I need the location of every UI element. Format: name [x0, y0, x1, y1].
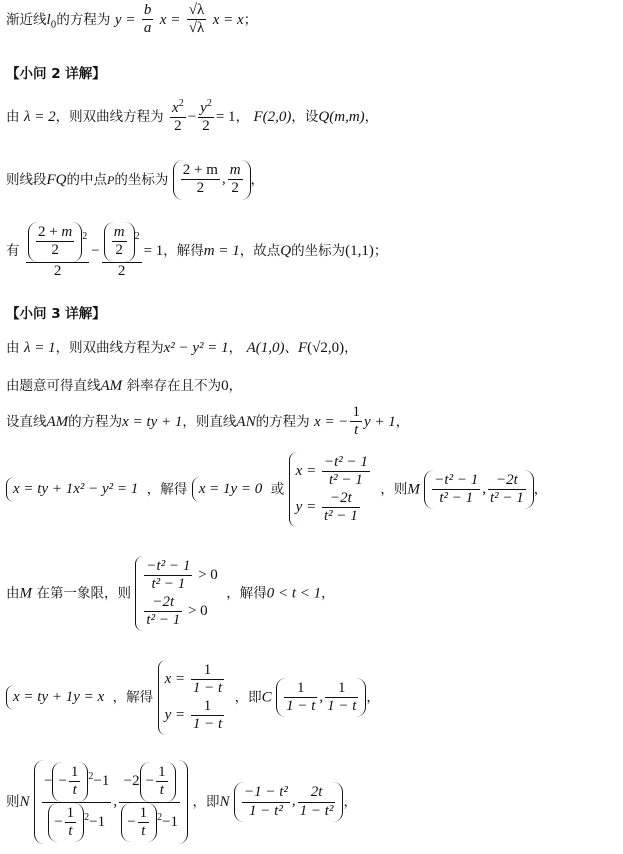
line-first-quadrant: 由M 在第一象限，则 $\frac{\text{−t² − 1}}{\text{t² − 1}}$ > 0 $\frac{-2t}{\text{t² − 1}}$ > 0 ，解得0 < t < 1， — [6, 556, 335, 631]
fraction-y2-over-2: $\frac{y^2}{2}$ — [200, 98, 212, 135]
system-am-hyperbola: x = ty + 1x² − y² = 1 — [6, 477, 142, 501]
fraction-x2-over-2: $\frac{x^2}{2}$ — [172, 98, 184, 135]
line-solve-m: 有 $\frac{2 + m}{2}$ $^2$ 2 − $\frac{m}{2}$ $^2$ 2 = 1，解得m = 1，故点Q的坐标为(1,1)； — [6, 224, 388, 279]
fraction-b-over-a: $\frac{b}{a}$ — [143, 2, 152, 37]
system-solution-C: x = $\frac{1}{1 - t}$ y = $\frac{1}{1 - t}$ — [158, 660, 231, 735]
line-asymptote: 渐近线$l_0$的方程为 y = $\frac{b}{a}$ x = $\frac{√\lambda}{√\lambda}$ x = x； — [6, 2, 258, 37]
system-solution-1: x = 1y = 0 — [192, 477, 267, 501]
point-M-coordinates: $\frac{\text{−t² − 1}}{\text{t² − 1}}$ , $\frac{-2t}{\text{t² − 1}}$ — [424, 470, 533, 510]
line-hyperbola-equation: 由 λ = 2，则双曲线方程为 $\frac{x^2}{2}$ − $\frac{y^2}{2}$ = 1， F(2,0)，设Q(m,m)， — [6, 98, 379, 135]
heading-subquestion-2: 【小问 2 详解】 — [6, 66, 106, 82]
line-solve-M: x = ty + 1x² − y² = 1 ，解得 x = 1y = 0 或 x = $\frac{\text{−t² − 1}}{\text{t² − 1}}$ y = $\frac{-2t}{\text{t² − 1}}$ ，则M $\frac{\text{−t² − 1}}{\text{t² − 1}}$ , $\frac{-2t}{\text{t² − 1}}$ ， — [6, 452, 547, 527]
fraction-left: $\frac{2 + m}{2}$ $^2$ 2 — [26, 222, 89, 280]
line-solve-N: 则N − − $\frac{1}{t}$ $^2$−1 − $\frac{1}{t}$ $^2$−1 , −2 − $\frac{1}{t}$ − $\frac{1}{t}$ $^2$−1 ，即N $\frac{\text{−1 − t²}}{\text{1 − t²}}$ , $\frac{2t}{\text{1 − t²}}$ ， — [6, 760, 357, 844]
midpoint-coordinates: $\frac{2 + m}{2}$ , $\frac{m}{2}$ — [173, 160, 251, 200]
line-midpoint: 则线段FQ的中点P的坐标为 $\frac{2 + m}{2}$ , $\frac{m}{2}$ ， — [6, 160, 264, 200]
point-C-coordinates: $\frac{1}{1 - t}$ , $\frac{1}{1 - t}$ — [276, 678, 366, 718]
fraction-sqrt-lambda: $\frac{√\lambda}{√\lambda}$ — [188, 2, 205, 37]
system-am-diagonal: x = ty + 1y = x — [6, 685, 108, 709]
system-inequalities: $\frac{\text{−t² − 1}}{\text{t² − 1}}$ > 0 $\frac{-2t}{\text{t² − 1}}$ > 0 — [135, 556, 221, 631]
system-solution-2: x = $\frac{\text{−t² − 1}}{\text{t² − 1}}$ y = $\frac{-2t}{\text{t² − 1}}$ — [289, 452, 376, 527]
line-hyperbola-lambda-1: 由 λ = 1，则双曲线方程为x² − y² = 1， A(1,0)、F(√2,0)， — [6, 340, 358, 356]
point-N-substituted: − − $\frac{1}{t}$ $^2$−1 − $\frac{1}{t}$ $^2$−1 , −2 − $\frac{1}{t}$ − $\frac{1}{t}$ $^2$−1 — [34, 760, 188, 844]
fraction-right: $\frac{m}{2}$ $^2$ 2 — [102, 222, 142, 280]
line-set-equations: 设直线AM的方程为x = ty + 1，则直线AN的方程为 x = − $\frac{1}{t}$ y + 1， — [6, 404, 410, 439]
line-slope-exists: 由题意可得直线AM 斜率存在且不为0， — [6, 378, 243, 394]
point-N-coordinates: $\frac{\text{−1 − t²}}{\text{1 − t²}}$ , $\frac{2t}{\text{1 − t²}}$ — [234, 782, 343, 822]
heading-subquestion-3: 【小问 3 详解】 — [6, 306, 106, 322]
line-solve-C: x = ty + 1y = x ，解得 x = $\frac{1}{1 - t}$ y = $\frac{1}{1 - t}$ ，即C $\frac{1}{1 - t}$ , $\frac{1}{1 - t}$ ， — [6, 660, 380, 735]
